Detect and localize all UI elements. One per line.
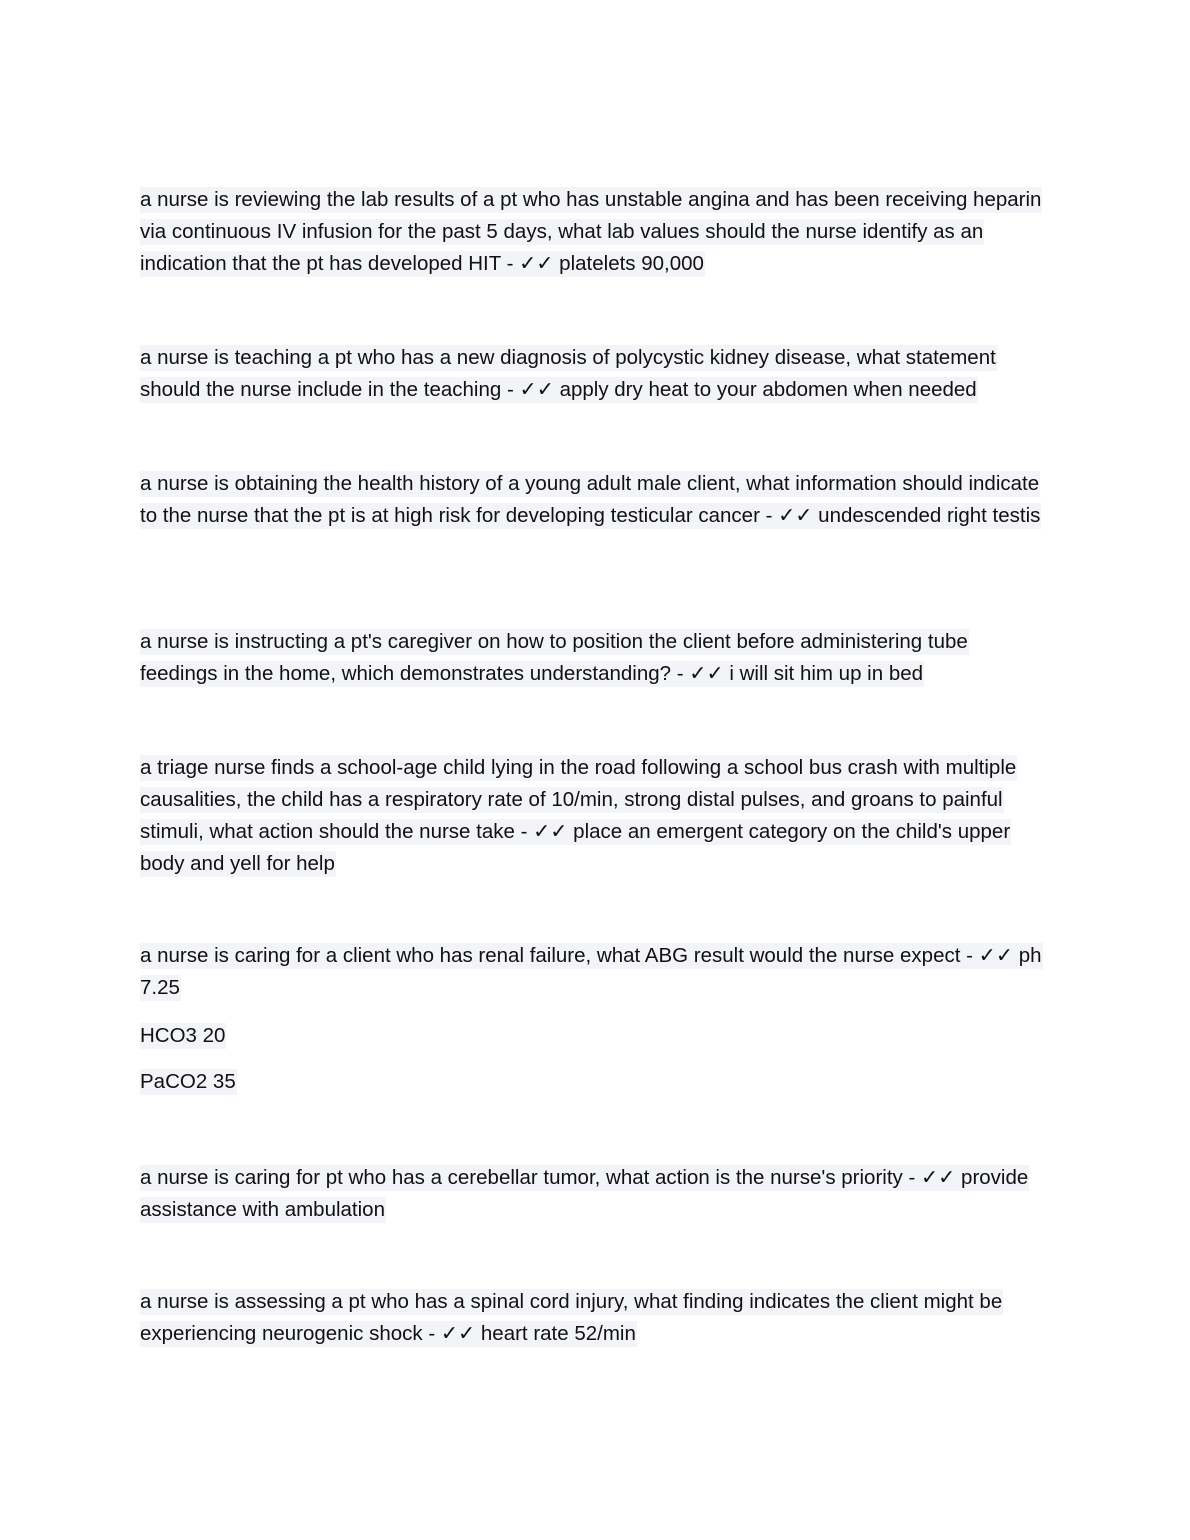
answer-extra-line: HCO3 20 [140,1024,226,1047]
double-check-icon: ✓✓ [519,378,554,401]
question-text: a nurse is reviewing the lab results of a pt who has unstable angina and has been receiving heparin via continuous IV infusion for the past 5 days, what lab values should the nurse identify as an indication that the pt has developed HIT - [140,188,1042,275]
answer-text: apply dry heat to your abdomen when needed [553,378,977,401]
qa-item-1 [140,184,1050,280]
qa-item-3 [140,468,1050,532]
question-text: a nurse is caring for a client who has renal failure, what ABG result would the nurse expect - [140,944,979,967]
question-text: a nurse is instructing a pt's caregiver on how to position the client before administering tube feedings in the home, which demonstrates understanding? - [140,630,968,685]
answer-text: platelets 90,000 [553,252,704,275]
answer-text: ph 7.25 [140,944,1042,999]
qa-item-2 [140,342,1050,406]
double-check-icon: ✓✓ [533,820,568,843]
answer-text: place an emergent category on the child's upper body and yell for help [140,820,1011,875]
answer-extra-line: PaCO2 35 [140,1070,236,1093]
double-check-icon: ✓✓ [689,662,724,685]
answer-text: heart rate 52/min [475,1322,636,1345]
answer-text: provide assistance with ambulation [140,1166,1029,1221]
double-check-icon: ✓✓ [778,504,813,527]
double-check-icon: ✓✓ [519,252,554,275]
double-check-icon: ✓✓ [921,1166,956,1189]
qa-item-6 [140,940,1050,1004]
double-check-icon: ✓✓ [440,1322,476,1345]
answer-text: i will sit him up in bed [723,662,924,685]
question-text: a nurse is obtaining the health history of a young adult male client, what information should indicate to the nurse that the pt is at high risk for developing testicular cancer - [140,472,1040,527]
qa-item-4 [140,626,1050,690]
answer-text: undescended right testis [812,504,1041,527]
qa-item-7 [140,1162,1050,1226]
qa-item-5 [140,752,1050,880]
question-text: a triage nurse finds a school-age child lying in the road following a school bus crash with multiple causalities, the child has a respiratory rate of 10/min, strong distal pulses, and groans to painful stimuli, what action should the nurse take - [140,756,1017,843]
qa-item-8 [140,1286,1050,1350]
question-text: a nurse is caring for pt who has a cerebellar tumor, what action is the nurse's priority - [140,1166,921,1189]
question-text: a nurse is assessing a pt who has a spinal cord injury, what finding indicates the client might be experiencing neurogenic shock - [140,1290,1003,1345]
question-text: a nurse is teaching a pt who has a new diagnosis of polycystic kidney disease, what statement should the nurse include in the teaching - [140,346,996,401]
double-check-icon: ✓✓ [978,944,1014,967]
